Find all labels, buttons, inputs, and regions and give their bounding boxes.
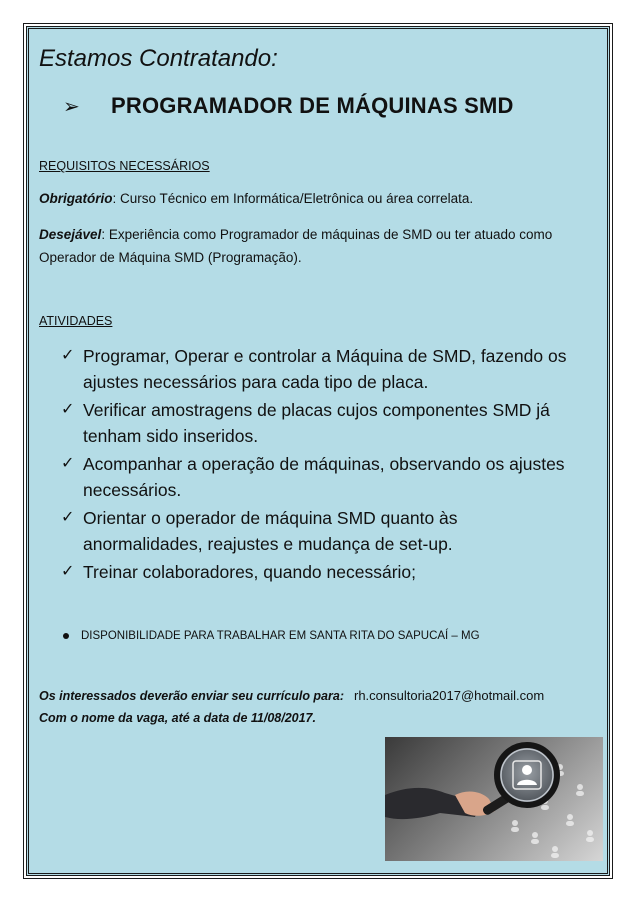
requirements-label: REQUISITOS NECESSÁRIOS bbox=[39, 159, 210, 173]
arrow-bullet-icon: ➢ bbox=[63, 95, 80, 118]
checkmark-icon: ✓ bbox=[61, 455, 75, 472]
contact-block bbox=[39, 685, 544, 729]
magnifier-people-illustration bbox=[385, 737, 603, 861]
desirable-label: Desejável bbox=[39, 227, 102, 242]
mandatory-label: Obrigatório bbox=[39, 191, 113, 206]
job-title: PROGRAMADOR DE MÁQUINAS SMD bbox=[111, 93, 514, 118]
checkmark-icon: ✓ bbox=[61, 347, 75, 364]
bullet-dot-icon bbox=[63, 633, 69, 639]
flyer bbox=[26, 26, 610, 876]
heading: Estamos Contratando: bbox=[39, 45, 278, 72]
activities-label: ATIVIDADES bbox=[39, 314, 113, 328]
checkmark-icon: ✓ bbox=[61, 563, 75, 580]
desirable-requirement bbox=[39, 223, 579, 269]
mandatory-text: : Curso Técnico em Informática/Eletrônica ou área correlata. bbox=[112, 191, 474, 206]
availability-text: DISPONIBILIDADE PARA TRABALHAR EM SANTA RITA DO SAPUCAÍ – MG bbox=[81, 630, 480, 642]
contact-email-link[interactable]: rh.consultoria2017@hotmail.com bbox=[354, 688, 545, 703]
availability-item bbox=[63, 630, 480, 642]
deadline-text: Com o nome da vaga, até a data de 11/08/2017. bbox=[39, 711, 316, 725]
recruitment-photo bbox=[385, 737, 603, 861]
activity-item: ✓ Treinar colaboradores, quando necessário; bbox=[61, 559, 581, 585]
checkmark-icon: ✓ bbox=[61, 509, 75, 526]
contact-instruction: Os interessados deverão enviar seu currículo para: bbox=[39, 689, 344, 703]
activities-list bbox=[61, 343, 581, 587]
desirable-text: : Experiência como Programador de máquinas de SMD ou ter atuado como Operador de Máquina SMD (Programação). bbox=[39, 227, 553, 265]
activity-item: ✓ Verificar amostragens de placas cujos componentes SMD já tenham sido inseridos. bbox=[61, 397, 581, 449]
activity-item: ✓ Programar, Operar e controlar a Máquina de SMD, fazendo os ajustes necessários para cada tipo de placa. bbox=[61, 343, 581, 395]
activity-item: ✓ Orientar o operador de máquina SMD quanto às anormalidades, reajustes e mudança de set-up. bbox=[61, 505, 581, 557]
activity-item: ✓ Acompanhar a operação de máquinas, observando os ajustes necessários. bbox=[61, 451, 581, 503]
checkmark-icon: ✓ bbox=[61, 401, 75, 418]
mandatory-requirement bbox=[39, 187, 579, 210]
job-title-row bbox=[63, 93, 514, 119]
